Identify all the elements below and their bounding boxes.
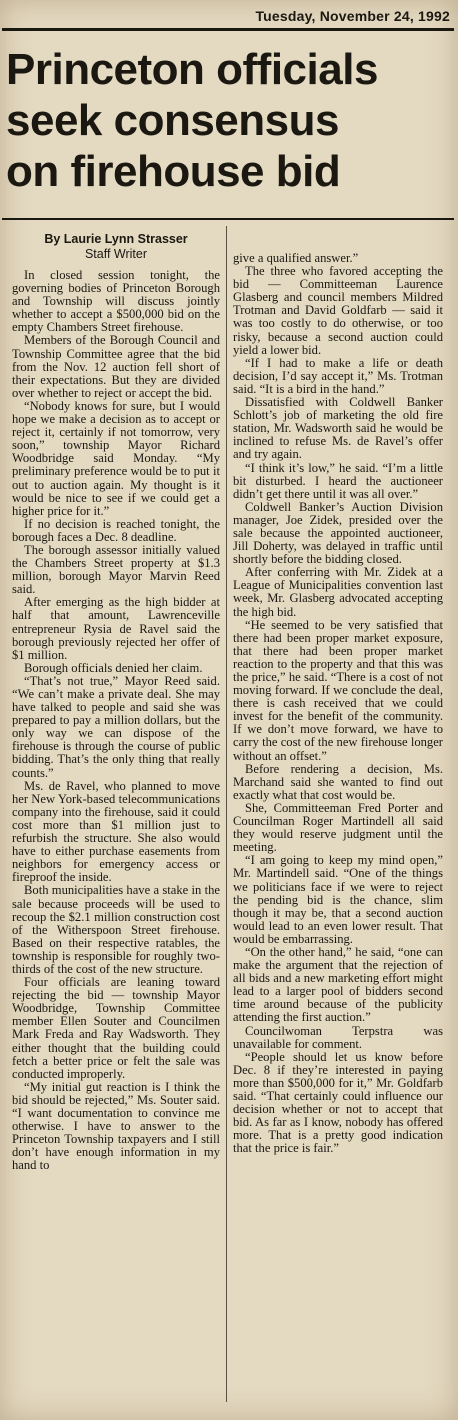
paragraph: Councilwoman Terpstra was unavailable for comment. (233, 1023, 443, 1051)
column-divider (226, 226, 227, 1402)
byline-role: Staff Writer (84, 247, 148, 261)
paragraph: “He seemed to be very satisfied that there had been proper market exposure, that there had been proper market reaction to the property and that this was the price,” he said. “There is a cost of not moving forward. If we conclude the deal, there is cash received that we could invest for the benefit of the community. If we don’t move forward, we have to carry the cost of the new firehouse longer without an offset.” (233, 617, 443, 763)
dateline: Tuesday, November 24, 1992 (255, 8, 450, 24)
paragraph: The borough assessor initially valued the Chambers Street property at $1.3 million, borough Mayor Marvin Reed said. (12, 542, 220, 597)
paragraph: “If I had to make a life or death decision, I’d say accept it,” Ms. Trotman said. “It is a bird in the hand.” (233, 355, 443, 396)
paragraph: “Nobody knows for sure, but I would hope we make a decision as to accept or reject it, certainly if not tomorrow, very soon,” township Mayor Richard Woodbridge said Monday. “My preliminary preference would be to put it out to auction again. My thought is it would be nice to see if we could get a higher price for it.” (12, 398, 220, 518)
paragraph: Before rendering a decision, Ms. Marchand said she wanted to find out exactly what that cost would be. (233, 761, 443, 802)
paragraph: Coldwell Banker’s Auction Division manager, Joe Zidek, presided over the sale because the appointed auctioneer, Jill Doherty, was delayed in traffic until shortly before the bidding closed. (233, 499, 443, 567)
paragraph: Ms. de Ravel, who planned to move her New York-based telecommunications company into the firehouse, said it could cost more than $1 million just to refurbish the structure. She also would have to either purchase easements from neighbors for emergency access or fireproof the inside. (12, 778, 220, 885)
paragraph: give a qualified answer.” (233, 251, 359, 265)
paragraph: After emerging as the high bidder at half that amount, Lawrenceville entrepreneur Rysia de Ravel said the borough previously rejected her offer of $1 million. (12, 595, 220, 662)
paragraph: “That’s not true,” Mayor Reed said. “We can’t make a private deal. She may have talked to people and said she was prepared to pay a million dollars, but the only way we can dispose of the firehouse is through the course of public bidding. That’s the only thing that really counts.” (12, 673, 220, 780)
paragraph: In closed session tonight, the governing bodies of Princeton Borough and Township will discuss jointly whether to accept a $500,000 bid on the empty Chambers Street firehouse. (12, 268, 220, 335)
paragraph: She, Committeeman Fred Porter and Councilman Roger Martindell all said they would reserve judgment until the meeting. (233, 800, 443, 855)
byline (12, 232, 220, 261)
headline-line-3: on firehouse bid (6, 147, 341, 196)
article-column-left (12, 232, 220, 1172)
paragraph: Four officials are leaning toward rejecting the bid — township Mayor Woodbridge, Township Committee member Ellen Souter and Councilmen Mark Freda and Ray Wadsworth. They either thought that the building could fetch a better price or felt the sale was conducted improperly. (12, 975, 220, 1081)
paragraph: Borough officials denied her claim. (24, 660, 203, 675)
headline-line-2: seek consensus (6, 96, 339, 145)
paragraph: The three who favored accepting the bid — Committeeman Laurence Glasberg and council members Mildred Trotman and David Goldfarb — said it was too costly to do otherwise, or too risky, because a second auction could yield a lower bid. (233, 264, 443, 357)
article-column-right (233, 252, 443, 1155)
paragraph: After conferring with Mr. Zidek at a League of Municipalities convention last week, Mr. Glasberg advocated accepting the high bid. (233, 565, 443, 619)
paragraph: Dissatisfied with Coldwell Banker Schlott’s job of marketing the old fire station, Mr. Wadsworth said he would be inclined to refuse Ms. de Ravel’s offer and try again. (233, 395, 443, 462)
headline (6, 44, 452, 197)
headline-line-1: Princeton officials (6, 45, 378, 94)
paragraph: Members of the Borough Council and Township Committee agree that the bid from the Nov. 12 auction fell short of their expectations. But they are divided over whether to reject or accept the bid. (12, 333, 220, 400)
paragraph: “I am going to keep my mind open,” Mr. Martindell said. “One of the things we politicians face if we were to reject the pending bid is the chance, slim though it may be, that a second auction would lead to an even lower result. That would be embarrassing. (233, 853, 443, 946)
paragraph: “My initial gut reaction is I think the bid should be rejected,” Ms. Souter said. “I want documentation to convince me otherwise. I have to answer to the Princeton Township taxpayers and I still don’t have enough information in my hand to (12, 1079, 220, 1173)
top-rule (2, 28, 454, 31)
paragraph: “On the other hand,” he said, “one can make the argument that the rejection of all bids and a new marketing effort might lead to a larger pool of bidders second time around because of the publicity attending the first auction.” (233, 944, 443, 1025)
paragraph: Both municipalities have a stake in the sale because proceeds will be used to recoup the $2.1 million construction cost of the Witherspoon Street firehouse. Based on their respective ratables, the township is responsible for roughly two-thirds of the cost of the new structure. (12, 883, 220, 976)
paragraph: If no decision is reached tonight, the borough faces a Dec. 8 deadline. (12, 516, 220, 544)
paragraph: “People should let us know before Dec. 8 if they’re interested in paying more than $500,000 for it,” Mr. Goldfarb said. “That certainly could influence our decision whether or not to accept that bid. As far as I know, nobody has offered more. That is a pretty good indication that the price is fair.” (233, 1049, 443, 1156)
paragraph: “I think it’s low,” he said. “I’m a little bit disturbed. I heard the auctioneer didn’t get there until it was all over.” (233, 460, 443, 501)
byline-author: By Laurie Lynn Strasser (44, 232, 188, 246)
headline-rule (2, 218, 454, 220)
